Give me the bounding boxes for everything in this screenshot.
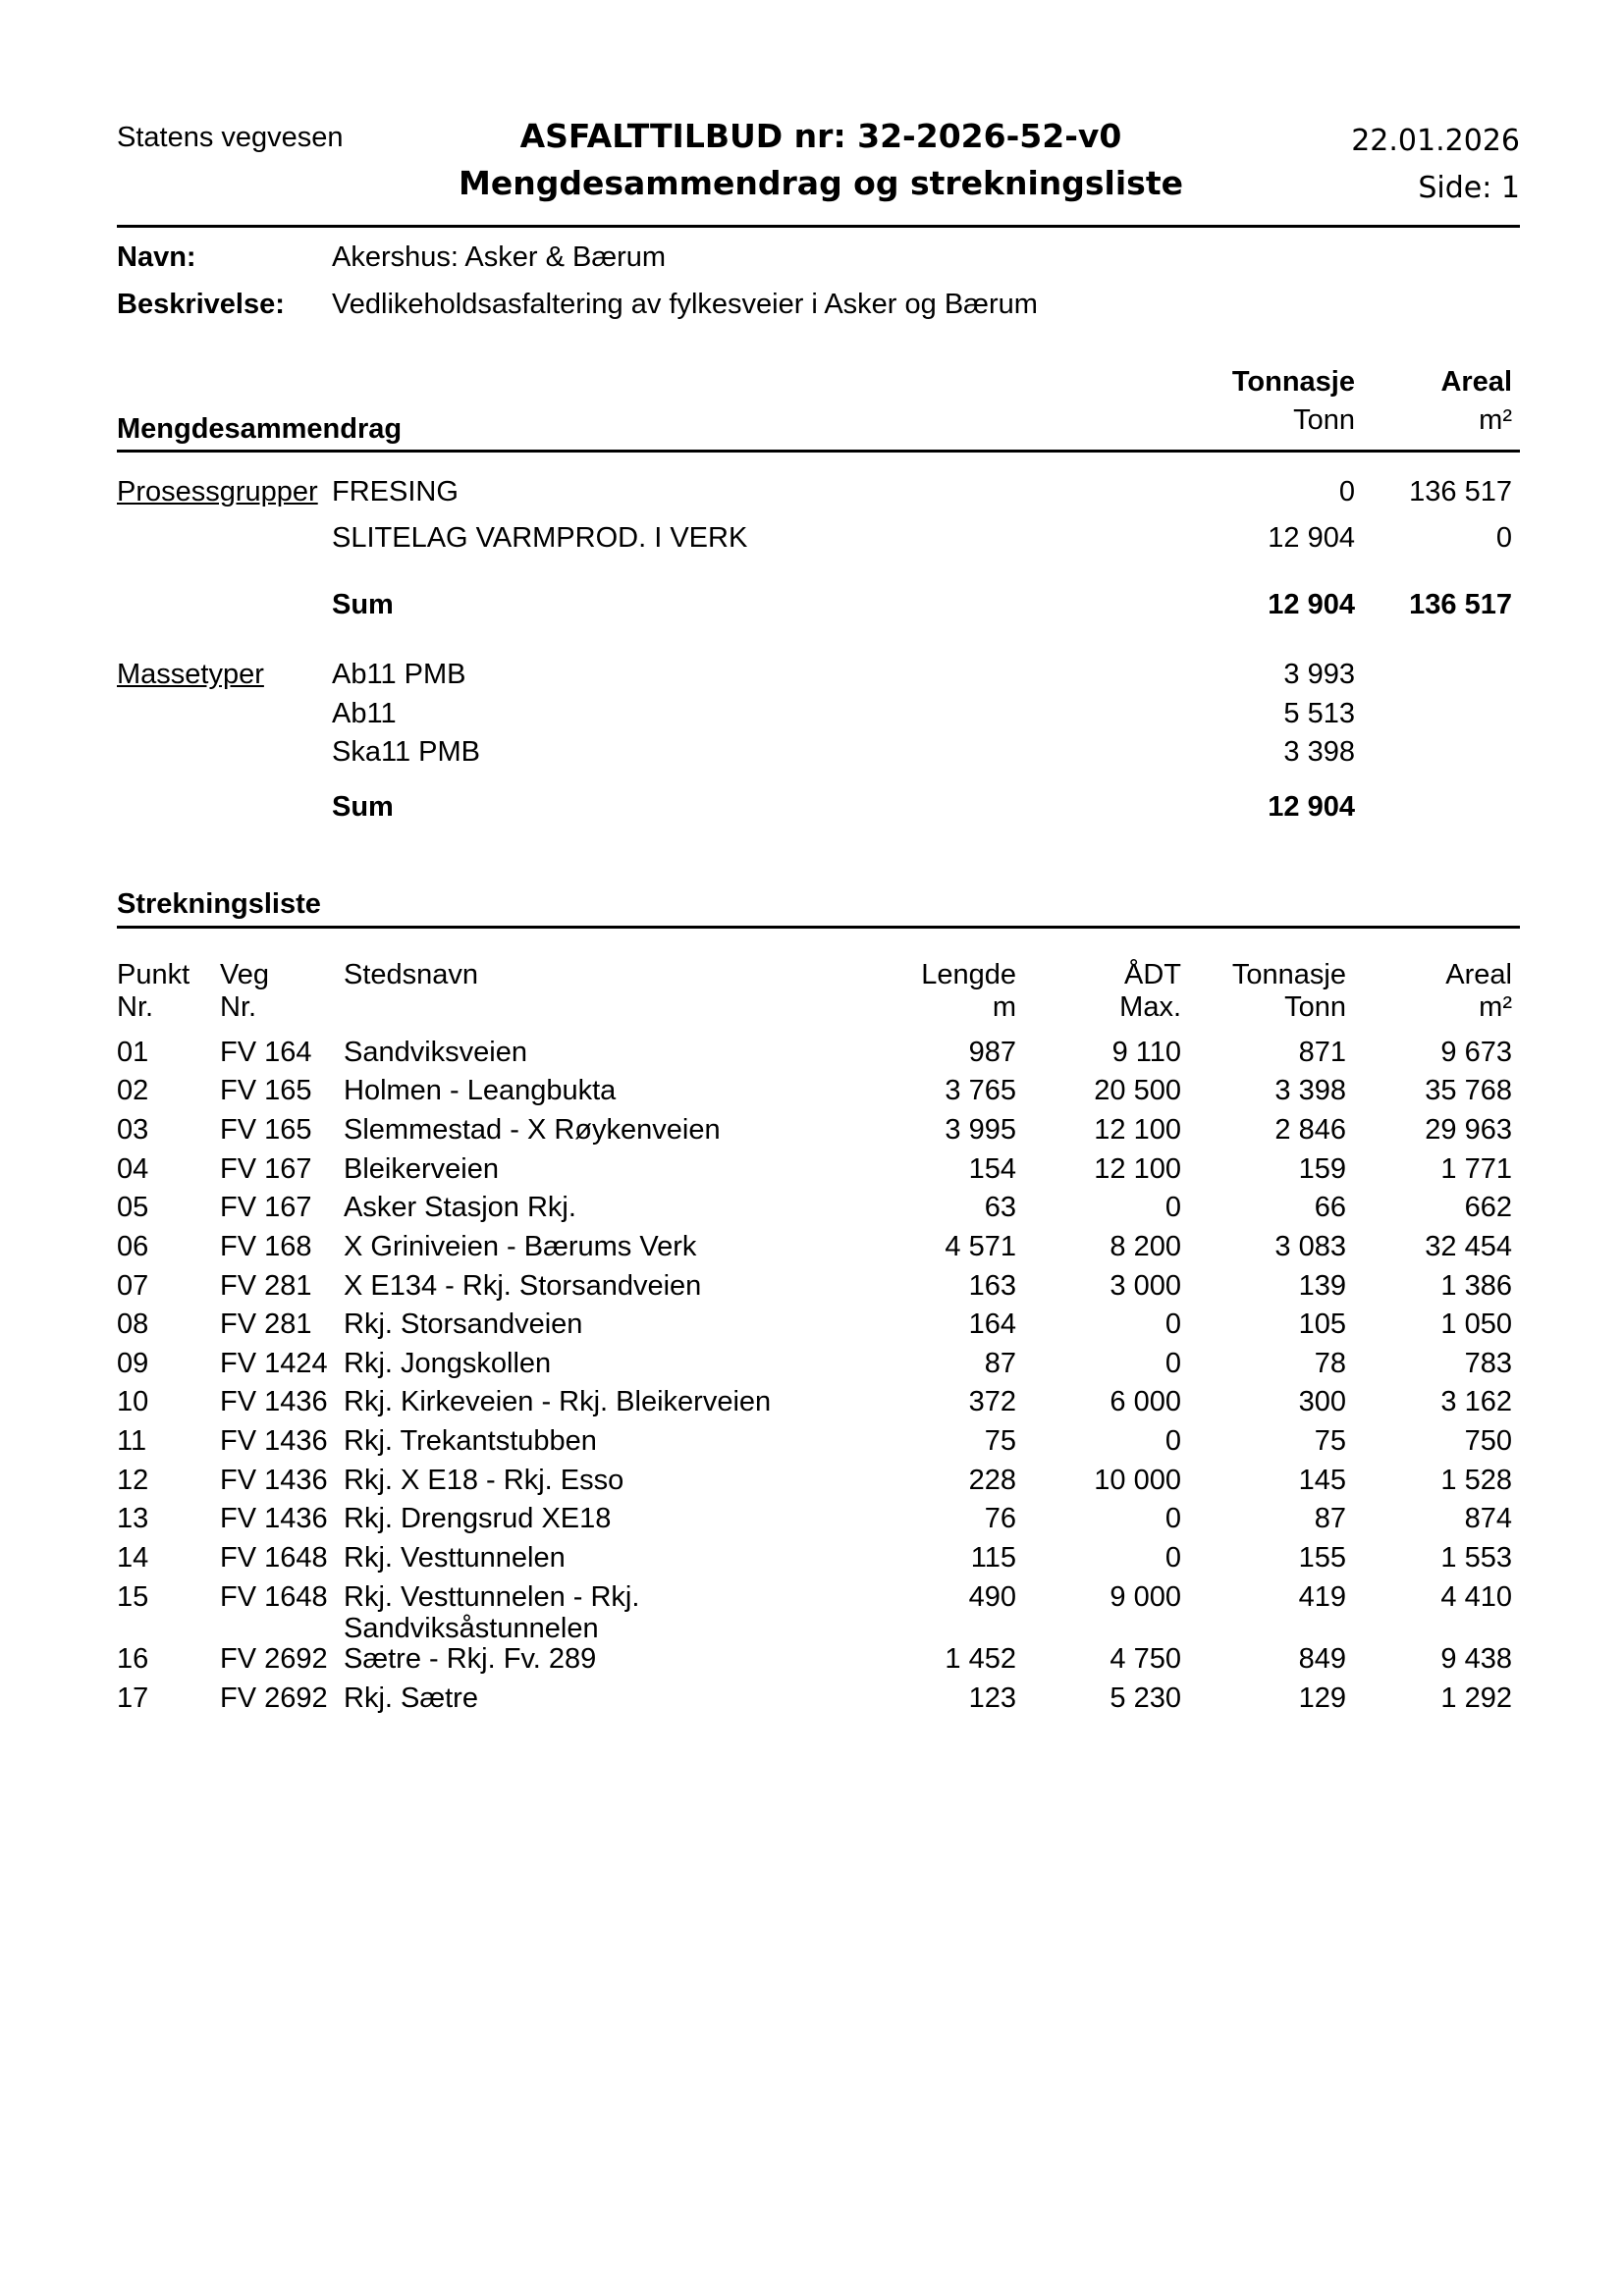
cell-areal: 1 050 — [1440, 1308, 1512, 1340]
cell-adt: 0 — [1164, 1425, 1181, 1457]
cell-stedsnavn: Rkj. Vesttunnelen - Rkj. — [344, 1581, 640, 1613]
cell-veg: FV 1424 — [220, 1348, 328, 1379]
cell-adt: 0 — [1164, 1192, 1181, 1223]
cell-veg: FV 167 — [220, 1153, 312, 1185]
cell-lengde: 123 — [968, 1682, 1016, 1714]
process-groups-label: Prosessgrupper — [117, 476, 318, 507]
cell-punkt: 08 — [117, 1308, 149, 1340]
cell-stedsnavn: Rkj. Drengsrud XE18 — [344, 1503, 612, 1534]
process-name: FRESING — [332, 476, 459, 507]
mass-tonnage: 5 513 — [1283, 698, 1355, 729]
cell-stedsnavn: Rkj. Jongskollen — [344, 1348, 552, 1379]
cell-punkt: 14 — [117, 1542, 149, 1574]
cell-veg: FV 1436 — [220, 1465, 328, 1496]
cell-areal: 662 — [1464, 1192, 1512, 1223]
cell-areal: 1 771 — [1440, 1153, 1512, 1185]
mass-sum-tonnage: 12 904 — [1268, 791, 1355, 823]
document-subtitle: Mengdesammendrag og strekningsliste — [459, 164, 1183, 202]
cell-punkt: 09 — [117, 1348, 149, 1379]
cell-veg: FV 281 — [220, 1270, 312, 1302]
cell-adt: 20 500 — [1094, 1075, 1181, 1106]
cell-punkt: 04 — [117, 1153, 149, 1185]
cell-lengde: 87 — [984, 1348, 1016, 1379]
cell-veg: FV 2692 — [220, 1643, 328, 1675]
cell-tonnasje: 300 — [1298, 1386, 1346, 1417]
cell-stedsnavn: Rkj. X E18 - Rkj. Esso — [344, 1465, 624, 1496]
mass-tonnage: 3 993 — [1283, 659, 1355, 690]
cell-stedsnavn: Rkj. Sætre — [344, 1682, 478, 1714]
cell-stedsnavn: Sætre - Rkj. Fv. 289 — [344, 1643, 597, 1675]
col-header-lengde: Lengde — [921, 959, 1016, 990]
page-number: Side: 1 — [1418, 171, 1520, 205]
process-sum-area: 136 517 — [1409, 589, 1512, 620]
mass-tonnage: 3 398 — [1283, 736, 1355, 768]
mass-types-label: Massetyper — [117, 659, 264, 690]
process-name: SLITELAG VARMPROD. I VERK — [332, 522, 748, 554]
cell-areal: 1 386 — [1440, 1270, 1512, 1302]
cell-lengde: 4 571 — [945, 1231, 1016, 1262]
cell-stedsnavn: Slemmestad - X Røykenveien — [344, 1114, 721, 1146]
cell-stedsnavn: X E134 - Rkj. Storsandveien — [344, 1270, 702, 1302]
cell-adt: 0 — [1164, 1503, 1181, 1534]
mass-name: Ab11 PMB — [332, 659, 466, 690]
summary-col-tonnage-unit: Tonn — [1293, 404, 1355, 436]
cell-veg: FV 1436 — [220, 1503, 328, 1534]
cell-veg: FV 281 — [220, 1308, 312, 1340]
cell-punkt: 11 — [117, 1425, 147, 1457]
cell-stedsnavn: X Griniveien - Bærums Verk — [344, 1231, 697, 1262]
cell-stedsnavn: Rkj. Storsandveien — [344, 1308, 583, 1340]
cell-lengde: 490 — [968, 1581, 1016, 1613]
cell-punkt: 17 — [117, 1682, 149, 1714]
cell-adt: 9 000 — [1110, 1581, 1181, 1613]
cell-veg: FV 1648 — [220, 1581, 328, 1613]
cell-punkt: 05 — [117, 1192, 149, 1223]
cell-tonnasje: 871 — [1298, 1037, 1346, 1068]
cell-areal: 9 438 — [1440, 1643, 1512, 1675]
process-tonnage: 12 904 — [1268, 522, 1355, 554]
col-header-veg-nr: Nr. — [220, 991, 257, 1023]
cell-lengde: 154 — [968, 1153, 1016, 1185]
cell-lengde: 3 765 — [945, 1075, 1016, 1106]
process-sum-label: Sum — [332, 589, 394, 620]
cell-veg: FV 165 — [220, 1075, 312, 1106]
cell-lengde: 63 — [984, 1192, 1016, 1223]
col-header-punkt-nr: Nr. — [117, 991, 154, 1023]
col-header-tonnasje-unit: Tonn — [1284, 991, 1346, 1023]
header-divider — [117, 225, 1520, 228]
cell-lengde: 75 — [984, 1425, 1016, 1457]
process-tonnage: 0 — [1338, 476, 1355, 507]
col-header-areal: Areal — [1445, 959, 1512, 990]
cell-stedsnavn: Sandviksveien — [344, 1037, 527, 1068]
description-value: Vedlikeholdsasfaltering av fylkesveier i Asker og Bærum — [332, 289, 1038, 320]
cell-adt: 5 230 — [1110, 1682, 1181, 1714]
cell-areal: 874 — [1464, 1503, 1512, 1534]
cell-punkt: 10 — [117, 1386, 149, 1417]
cell-tonnasje: 145 — [1298, 1465, 1346, 1496]
col-header-lengde-unit: m — [992, 991, 1016, 1023]
cell-punkt: 12 — [117, 1465, 149, 1496]
cell-areal: 750 — [1464, 1425, 1512, 1457]
mass-sum-label: Sum — [332, 791, 394, 823]
organization-name: Statens vegvesen — [117, 122, 344, 153]
cell-adt: 0 — [1164, 1542, 1181, 1574]
cell-tonnasje: 105 — [1298, 1308, 1346, 1340]
cell-punkt: 03 — [117, 1114, 149, 1146]
summary-divider — [117, 450, 1520, 453]
cell-stedsnavn-continued: Sandviksåstunnelen — [344, 1613, 599, 1644]
cell-punkt: 02 — [117, 1075, 149, 1106]
cell-stedsnavn: Bleikerveien — [344, 1153, 499, 1185]
cell-tonnasje: 159 — [1298, 1153, 1346, 1185]
cell-tonnasje: 155 — [1298, 1542, 1346, 1574]
stretch-list-divider — [117, 926, 1520, 929]
cell-adt: 0 — [1164, 1308, 1181, 1340]
name-label: Navn: — [117, 241, 196, 273]
cell-tonnasje: 129 — [1298, 1682, 1346, 1714]
cell-areal: 9 673 — [1440, 1037, 1512, 1068]
name-value: Akershus: Asker & Bærum — [332, 241, 667, 273]
cell-lengde: 1 452 — [945, 1643, 1016, 1675]
cell-punkt: 07 — [117, 1270, 149, 1302]
stretch-list-heading: Strekningsliste — [117, 888, 321, 920]
col-header-veg: Veg — [220, 959, 269, 990]
cell-stedsnavn: Asker Stasjon Rkj. — [344, 1192, 576, 1223]
cell-punkt: 16 — [117, 1643, 149, 1675]
cell-punkt: 15 — [117, 1581, 149, 1613]
cell-stedsnavn: Rkj. Vesttunnelen — [344, 1542, 566, 1574]
cell-areal: 29 963 — [1425, 1114, 1512, 1146]
cell-areal: 783 — [1464, 1348, 1512, 1379]
col-header-adt-max: Max. — [1119, 991, 1181, 1023]
cell-lengde: 115 — [970, 1542, 1016, 1574]
cell-punkt: 13 — [117, 1503, 149, 1534]
col-header-tonnasje: Tonnasje — [1231, 959, 1346, 990]
cell-stedsnavn: Rkj. Kirkeveien - Rkj. Bleikerveien — [344, 1386, 772, 1417]
col-header-stedsnavn: Stedsnavn — [344, 959, 479, 990]
cell-tonnasje: 849 — [1298, 1643, 1346, 1675]
cell-areal: 32 454 — [1425, 1231, 1512, 1262]
cell-tonnasje: 78 — [1314, 1348, 1346, 1379]
cell-tonnasje: 419 — [1298, 1581, 1346, 1613]
cell-lengde: 76 — [984, 1503, 1016, 1534]
cell-tonnasje: 2 846 — [1274, 1114, 1346, 1146]
col-header-adt: ÅDT — [1124, 959, 1181, 990]
summary-col-tonnage: Tonnasje — [1231, 366, 1355, 398]
cell-punkt: 06 — [117, 1231, 149, 1262]
cell-lengde: 3 995 — [945, 1114, 1016, 1146]
cell-stedsnavn: Holmen - Leangbukta — [344, 1075, 617, 1106]
cell-veg: FV 165 — [220, 1114, 312, 1146]
cell-adt: 0 — [1164, 1348, 1181, 1379]
cell-lengde: 372 — [968, 1386, 1016, 1417]
cell-tonnasje: 66 — [1314, 1192, 1346, 1223]
process-sum-tonnage: 12 904 — [1268, 589, 1355, 620]
cell-areal: 1 292 — [1440, 1682, 1512, 1714]
cell-veg: FV 1436 — [220, 1386, 328, 1417]
mass-name: Ab11 — [332, 698, 397, 729]
cell-tonnasje: 139 — [1298, 1270, 1346, 1302]
cell-veg: FV 1436 — [220, 1425, 328, 1457]
cell-tonnasje: 75 — [1314, 1425, 1346, 1457]
cell-tonnasje: 3 398 — [1274, 1075, 1346, 1106]
description-label: Beskrivelse: — [117, 289, 285, 320]
cell-veg: FV 1648 — [220, 1542, 328, 1574]
cell-punkt: 01 — [117, 1037, 149, 1068]
col-header-areal-unit: m² — [1479, 991, 1512, 1023]
cell-areal: 1 528 — [1440, 1465, 1512, 1496]
cell-adt: 12 100 — [1094, 1114, 1181, 1146]
cell-areal: 35 768 — [1425, 1075, 1512, 1106]
cell-adt: 3 000 — [1110, 1270, 1181, 1302]
summary-col-area-unit: m² — [1479, 404, 1512, 436]
process-area: 136 517 — [1409, 476, 1512, 507]
cell-lengde: 163 — [968, 1270, 1016, 1302]
cell-tonnasje: 3 083 — [1274, 1231, 1346, 1262]
cell-lengde: 164 — [968, 1308, 1016, 1340]
cell-areal: 4 410 — [1440, 1581, 1512, 1613]
cell-areal: 1 553 — [1440, 1542, 1512, 1574]
cell-tonnasje: 87 — [1314, 1503, 1346, 1534]
summary-col-area: Areal — [1440, 366, 1512, 398]
document-date: 22.01.2026 — [1351, 124, 1520, 158]
cell-adt: 9 110 — [1111, 1037, 1181, 1068]
cell-adt: 12 100 — [1094, 1153, 1181, 1185]
mass-name: Ska11 PMB — [332, 736, 480, 768]
cell-veg: FV 2692 — [220, 1682, 328, 1714]
cell-adt: 10 000 — [1094, 1465, 1181, 1496]
cell-stedsnavn: Rkj. Trekantstubben — [344, 1425, 597, 1457]
cell-veg: FV 164 — [220, 1037, 312, 1068]
process-area: 0 — [1495, 522, 1512, 554]
cell-veg: FV 167 — [220, 1192, 312, 1223]
cell-areal: 3 162 — [1440, 1386, 1512, 1417]
cell-adt: 4 750 — [1110, 1643, 1181, 1675]
cell-lengde: 228 — [968, 1465, 1016, 1496]
cell-adt: 8 200 — [1110, 1231, 1181, 1262]
summary-heading: Mengdesammendrag — [117, 413, 403, 445]
cell-lengde: 987 — [968, 1037, 1016, 1068]
col-header-punkt: Punkt — [117, 959, 190, 990]
document-title: ASFALTTILBUD nr: 32-2026-52-v0 — [519, 117, 1122, 155]
cell-adt: 6 000 — [1110, 1386, 1181, 1417]
cell-veg: FV 168 — [220, 1231, 312, 1262]
